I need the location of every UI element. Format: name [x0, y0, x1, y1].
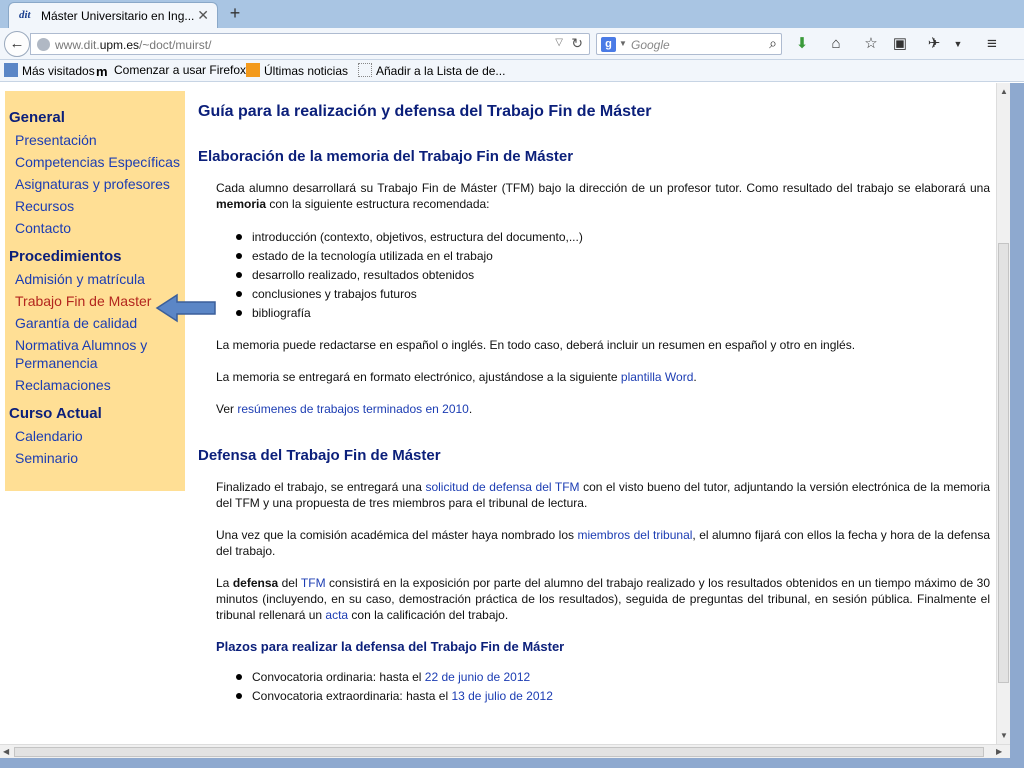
nav-item-seminario[interactable]: Seminario: [15, 450, 79, 466]
menu-icon[interactable]: ≡: [987, 34, 997, 53]
search-engine-dropdown-icon[interactable]: ▼: [619, 39, 627, 48]
scroll-left-icon[interactable]: ◀: [3, 747, 10, 756]
download-icon[interactable]: ⬇: [795, 35, 809, 52]
bookmark-star-icon[interactable]: ☆: [864, 35, 878, 52]
window-frame-right: [1010, 83, 1024, 768]
paragraph-solicitud: Finalizado el trabajo, se entregará una solicitud de defensa del TFM con el visto bueno del tutor, adjuntando la versión electrónica de la memoria del TFM y una propuesta de tres miembros para el tribunal de lectura.: [216, 480, 990, 510]
list-item: bibliografía: [236, 304, 990, 323]
nav-heading-curso-actual: Curso Actual: [9, 405, 102, 422]
site-favicon-icon: dit: [19, 9, 31, 21]
nav-heading-procedimientos: Procedimientos: [9, 248, 122, 265]
search-bar[interactable]: [596, 33, 782, 55]
nav-item-competencias[interactable]: Competencias Específicas: [15, 154, 180, 170]
nav-item-garantia[interactable]: Garantía de calidad: [15, 315, 138, 331]
globe-icon: [37, 38, 50, 51]
list-item: conclusiones y trabajos futuros: [236, 285, 990, 304]
paragraph-resumenes: Ver resúmenes de trabajos terminados en 2010.: [216, 402, 473, 416]
paragraph-memoria-intro: Cada alumno desarrollará su Trabajo Fin de Máster (TFM) bajo la dirección de un profesor tutor. Como resultado del trabajo se elaborará una memoria con la siguiente estructura recomendada:: [216, 181, 990, 211]
url-dropdown-icon[interactable]: ▽: [555, 37, 563, 48]
link-miembros-tribunal[interactable]: miembros del tribunal: [577, 528, 693, 542]
bookmarks-toolbar: [0, 60, 1024, 82]
list-item: introducción (contexto, objetivos, estructura del documento,...): [236, 228, 990, 247]
nav-item-normativa[interactable]: Normativa Alumnos y Permanencia: [15, 337, 148, 371]
vertical-scroll-thumb[interactable]: [998, 243, 1009, 683]
nav-item-presentacion[interactable]: Presentación: [15, 132, 97, 148]
memoria-structure-list: [236, 228, 990, 323]
nav-item-calendario[interactable]: Calendario: [15, 428, 83, 444]
bookmark-mas-visitados[interactable]: Más visitados: [4, 63, 95, 78]
section-title-elaboracion: Elaboración de la memoria del Trabajo Fin de Máster: [198, 148, 574, 165]
bookmarks-menu-icon[interactable]: ▣: [892, 35, 908, 52]
scroll-down-icon[interactable]: ▼: [1000, 731, 1008, 740]
list-item: estado de la tecnología utilizada en el trabajo: [236, 247, 990, 266]
sidebar-nav: [5, 91, 185, 491]
addon-icon[interactable]: ✈: [927, 35, 941, 52]
link-plantilla-word[interactable]: plantilla Word: [620, 370, 694, 384]
firefox-m-icon: m: [96, 64, 108, 79]
bookmark-folder-icon: [4, 63, 18, 77]
paragraph-tribunal: Una vez que la comisión académica del máster haya nombrado los miembros del tribunal, el alumno fijará con ellos la fecha y hora de la defensa del trabajo.: [216, 528, 990, 558]
link-resumenes-2010[interactable]: resúmenes de trabajos terminados en 2010: [237, 402, 469, 416]
page-icon: [358, 63, 372, 77]
link-fecha-extraordinaria[interactable]: 13 de julio de 2012: [451, 689, 553, 703]
bookmark-ultimas-noticias[interactable]: Últimas noticias: [246, 63, 348, 78]
url-text[interactable]: www.dit.upm.es/~doct/muirst/: [55, 38, 212, 52]
rss-icon: [246, 63, 260, 77]
nav-item-contacto[interactable]: Contacto: [15, 220, 72, 236]
paragraph-idioma: La memoria puede redactarse en español o inglés. En todo caso, deberá incluir un resumen en español y otro en inglés.: [216, 338, 856, 352]
nav-item-trabajo-fin-master[interactable]: Trabajo Fin de Master: [15, 293, 152, 309]
paragraph-formato: La memoria se entregará en formato electrónico, ajustándose a la siguiente plantilla Word.: [216, 370, 697, 384]
bookmark-comenzar-firefox[interactable]: m Comenzar a usar Firefox: [96, 63, 247, 79]
paragraph-defensa: La defensa del TFM consistirá en la exposición por parte del alumno del trabajo realizado y los resultados obtenidos en un tiempo máximo de 30 minutos (incluyendo, en su caso, demostración práctica de los resultados), seguida de preguntas del tribunal, en sesión pública. Finalmente el tribunal rellenará un acta con la calificación del trabajo.: [216, 576, 990, 622]
scroll-up-icon[interactable]: ▲: [1000, 87, 1008, 96]
tab-title: Máster Universitario en Ing...: [41, 9, 195, 23]
navigation-toolbar: [0, 28, 1024, 60]
link-fecha-ordinaria[interactable]: 22 de junio de 2012: [424, 670, 531, 684]
page-viewport: [0, 83, 1010, 745]
search-input[interactable]: Google: [631, 38, 670, 52]
google-icon[interactable]: g: [601, 37, 616, 52]
new-tab-button[interactable]: +: [229, 3, 241, 23]
vertical-scrollbar[interactable]: [996, 83, 1010, 745]
subsection-title-plazos: Plazos para realizar la defensa del Trabajo Fin de Máster: [216, 639, 565, 654]
list-item: desarrollo realizado, resultados obtenidos: [236, 266, 990, 285]
link-solicitud-defensa[interactable]: solicitud de defensa del TFM: [425, 480, 580, 494]
tab-active[interactable]: [8, 2, 218, 28]
nav-item-asignaturas[interactable]: Asignaturas y profesores: [15, 176, 170, 192]
addon-dropdown-icon[interactable]: ▼: [953, 39, 963, 49]
nav-item-reclamaciones[interactable]: Reclamaciones: [15, 377, 111, 393]
nav-item-admision[interactable]: Admisión y matrícula: [15, 271, 145, 287]
home-icon[interactable]: ⌂: [831, 35, 841, 52]
page-title: Guía para la realización y defensa del Trabajo Fin de Máster: [198, 103, 652, 120]
url-bar[interactable]: [30, 33, 590, 55]
search-icon[interactable]: ⌕: [769, 35, 777, 51]
main-content: [198, 103, 990, 720]
bookmark-anadir-lista[interactable]: Añadir a la Lista de de...: [358, 63, 505, 78]
window-frame-bottom: [0, 758, 1024, 768]
horizontal-scroll-thumb[interactable]: [14, 747, 984, 757]
scroll-right-icon[interactable]: ▶: [996, 747, 1003, 756]
link-acta[interactable]: acta: [325, 608, 349, 622]
reload-icon[interactable]: ↻: [571, 35, 583, 51]
horizontal-scrollbar[interactable]: [0, 744, 1010, 758]
list-item: Convocatoria ordinaria: hasta el 22 de junio de 2012: [236, 668, 990, 687]
plazos-list: [236, 668, 990, 706]
nav-heading-general: General: [9, 109, 65, 126]
back-button[interactable]: ←: [4, 31, 30, 57]
nav-item-recursos[interactable]: Recursos: [15, 198, 75, 214]
list-item: Convocatoria extraordinaria: hasta el 13 de julio de 2012: [236, 687, 990, 706]
section-title-defensa: Defensa del Trabajo Fin de Máster: [198, 447, 441, 464]
tab-close-icon[interactable]: ✕: [197, 7, 209, 23]
tab-bar: [0, 0, 1024, 28]
